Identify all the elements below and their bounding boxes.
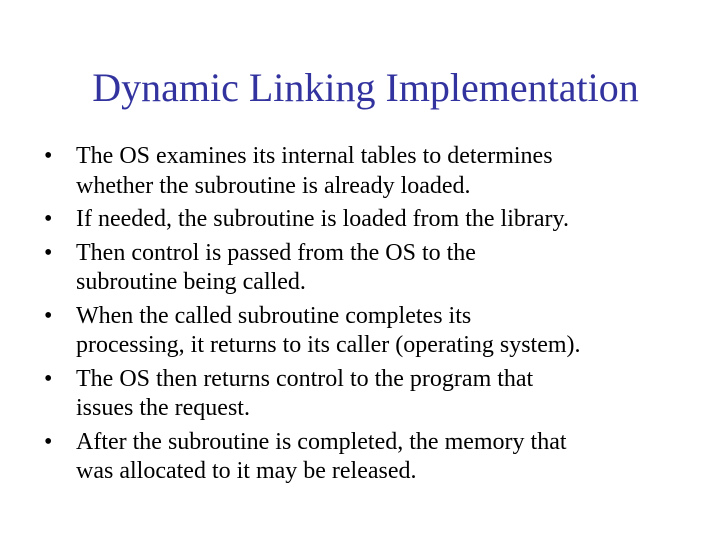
bullet-dot-icon: • (44, 239, 53, 266)
slide-title: Dynamic Linking Implementation (92, 65, 639, 110)
bullet-text-line: whether the subroutine is already loaded. (76, 172, 471, 199)
bullet-item (44, 302, 704, 361)
bullet-dot-icon: • (44, 143, 53, 169)
bullet-item (44, 239, 704, 298)
bullet-text-line: When the called subroutine completes its (76, 302, 472, 329)
bullet-dot-icon: • (44, 206, 53, 232)
bullet-text-line: was allocated to it may be released. (76, 458, 417, 484)
bullet-text-line: The OS then returns control to the program that (76, 365, 534, 392)
bullet-item (44, 205, 704, 235)
bullet-item (44, 428, 704, 487)
bullet-dot-icon: • (44, 365, 53, 392)
bullet-text-line: The OS examines its internal tables to determines (76, 143, 553, 169)
bullet-text-line: subroutine being called. (76, 269, 306, 295)
bullet-dot-icon: • (44, 302, 53, 329)
bullet-item (44, 142, 704, 201)
bullet-list (44, 142, 704, 491)
bullet-text-line: If needed, the subroutine is loaded from the library. (76, 206, 569, 232)
bullet-text-line: Then control is passed from the OS to the (76, 239, 476, 266)
bullet-text-line: processing, it returns to its caller (operating system). (76, 332, 581, 358)
bullet-text-line: After the subroutine is completed, the memory that (76, 428, 567, 455)
bullet-dot-icon: • (44, 428, 53, 455)
bullet-item (44, 365, 704, 424)
bullet-text-line: issues the request. (76, 395, 250, 421)
